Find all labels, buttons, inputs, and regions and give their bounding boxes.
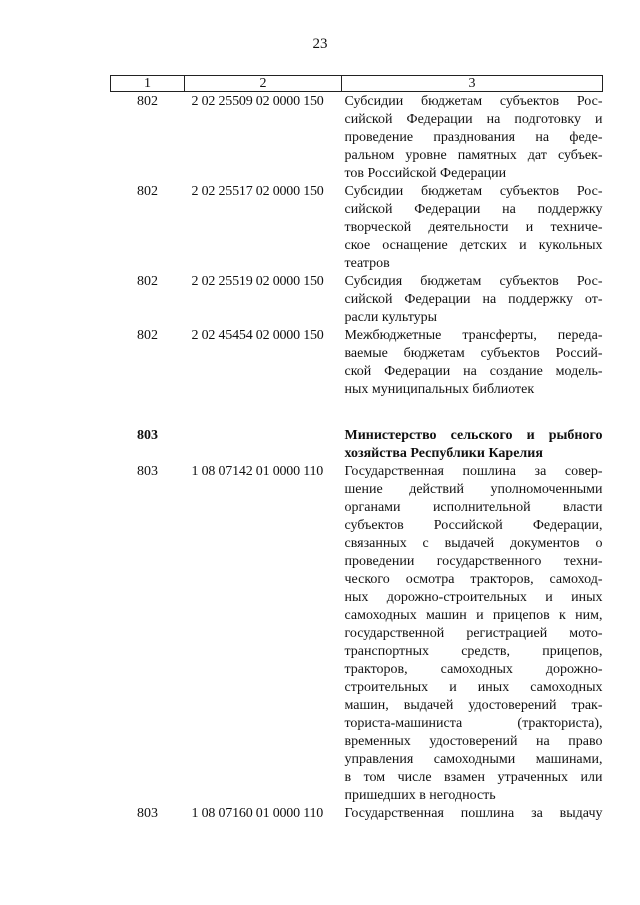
empty-cell [185,427,342,463]
description-line: Субсидии бюджетам субъектов Рос- [344,184,603,199]
admin-code: 802 [137,184,158,199]
admin-code: 802 [137,274,158,289]
revenue-description [342,92,603,184]
ministry-admin-code: 803 [137,428,158,443]
description-line: ской Федерации на создание модель- [344,364,603,379]
table-row [111,92,603,184]
revenue-description [342,183,603,273]
description-line: творческой деятельности и техниче- [344,220,603,235]
revenue-description [342,805,603,823]
description-line: в том числе взамен утраченных или [344,770,603,785]
description-line: проведение празднования на феде- [344,130,603,145]
revenue-code: 1 08 07160 01 0000 110 [191,806,324,821]
description-line: связанных с выдачей документов о [344,536,603,551]
description-line: ваемые бюджетам субъектов Россий- [344,346,603,361]
description-line: ское оснащение детских и кукольных [344,238,603,253]
admin-code: 802 [137,328,158,343]
ministry-name-line: хозяйства Республики Карелия [344,446,543,461]
description-line: субъектов Российской Федерации, [344,518,603,533]
column-header-2: 2 [185,76,342,92]
ministry-heading-row [111,427,603,463]
description-line: Государственная пошлина за выдачу [344,806,603,821]
description-line: транспортных средств, прицепов, [344,644,603,659]
revenue-description [342,463,603,805]
table-row [111,805,603,823]
table-row [111,183,603,273]
revenue-code: 2 02 25517 02 0000 150 [191,184,324,199]
description-line: Межбюджетные трансферты, переда- [344,328,603,343]
description-line: сийской Федерации на подготовку и [344,112,603,127]
description-line: пришедших в негодность [344,788,496,803]
section-spacer [111,399,603,427]
description-line: Субсидия бюджетам субъектов Рос- [344,274,603,289]
description-line: шение действий уполномоченными [344,482,603,497]
admin-code: 803 [137,464,158,479]
admin-code: 803 [137,806,158,821]
description-line: органами исполнительной власти [344,500,603,515]
description-line: Государственная пошлина за совер- [344,464,603,479]
description-line: проведении государственного техни- [344,554,603,569]
description-line: тракторов, самоходных дорожно- [344,662,603,677]
table-row [111,273,603,327]
revenue-code: 2 02 25509 02 0000 150 [191,94,324,109]
description-line: ных дорожно-строительных и иных [344,590,603,605]
description-line: сийской Федерации на поддержку от- [344,292,603,307]
description-line: строительных и иных самоходных [344,680,603,695]
description-line: расли культуры [344,310,438,325]
description-line: управления самоходными машинами, [344,752,603,767]
description-line: тов Российской Федерации [344,166,507,181]
description-line: временных удостоверений на право [344,734,603,749]
table-header-row [111,76,603,92]
ministry-name-line: Министерство сельского и рыбного [344,428,603,443]
revenue-code: 1 08 07142 01 0000 110 [191,464,324,479]
revenue-description [342,273,603,327]
revenue-code: 2 02 25519 02 0000 150 [191,274,324,289]
description-line: Субсидии бюджетам субъектов Рос- [344,94,603,109]
description-line: ральном уровне памятных дат субъек- [344,148,603,163]
description-line: ных муниципальных библиотек [344,382,535,397]
revenue-code: 2 02 45454 02 0000 150 [191,328,324,343]
description-line: самоходных машин и прицепов к ним, [344,608,603,623]
ministry-name [342,427,603,463]
description-line: государственной регистрацией мото- [344,626,603,641]
table-row [111,463,603,805]
admin-code: 802 [137,94,158,109]
description-line: ческого осмотра тракторов, самоход- [344,572,603,587]
page-number: 23 [312,36,328,52]
description-line: машин, выдачей удостоверений трак- [344,698,603,713]
column-header-1: 1 [111,76,185,92]
description-line: театров [344,256,390,271]
revenue-description [342,327,603,399]
revenue-codes-table [110,75,603,823]
description-line: ториста-машиниста (тракториста), [344,716,603,731]
column-header-3: 3 [342,76,603,92]
table-row [111,327,603,399]
description-line: сийской Федерации на поддержку [344,202,603,217]
